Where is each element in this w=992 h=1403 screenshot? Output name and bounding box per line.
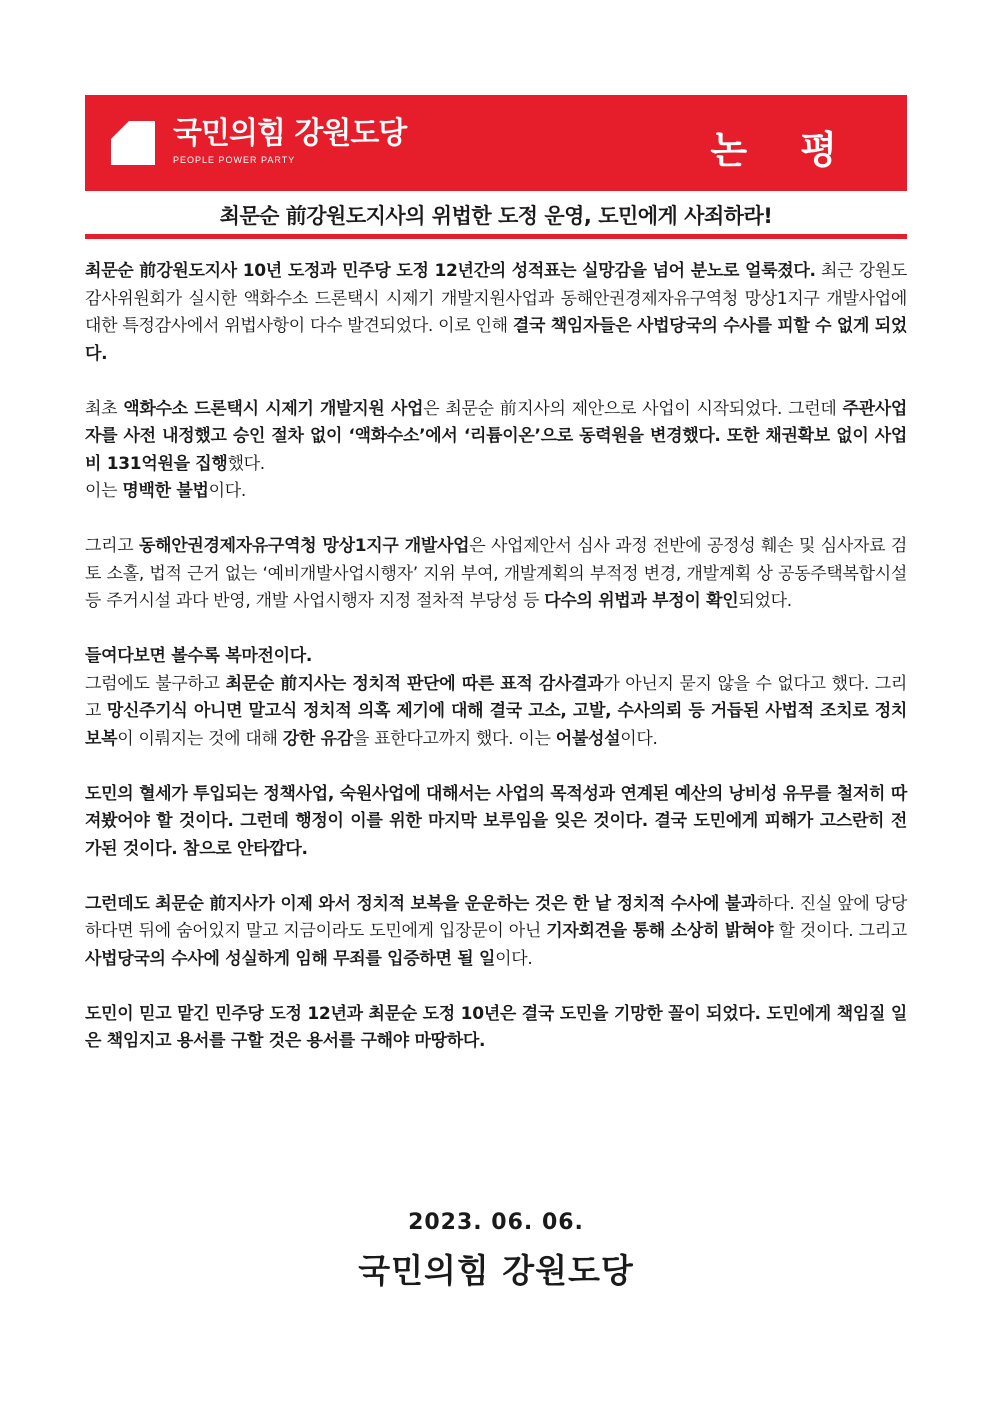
body-text: 이다. [620, 728, 658, 749]
paragraph [85, 781, 907, 864]
emphasized-text: 망신주기식 아니면 말고식 정치적 의혹 제기에 대해 결국 고소, 고발, 수사의뢰 등 거듭된 사법적 조치로 정치보복 [85, 701, 907, 749]
title-divider [85, 234, 907, 239]
release-date: 2023. 06. 06. [408, 1210, 584, 1235]
emphasized-text: 최문순 前강원도지사 10년 도정과 민주당 도정 12년간의 성적표는 실망감을 넘어 분노로 얼룩졌다. [85, 261, 816, 281]
emphasized-text: 액화수소 드론택시 시제기 개발지원 사업 [123, 398, 424, 419]
body-text: 하다. 진실 앞에 당당하다면 뒤에 숨어있지 말고 지금이라도 도민에게 입장문이 아닌 [85, 893, 907, 941]
emphasized-text: 동해안권경제자유구역청 망상1지구 개발사업 [139, 536, 470, 556]
body-text: 이는 [85, 481, 123, 501]
paragraph [85, 1001, 907, 1056]
emphasized-text: 어불성설 [555, 728, 621, 749]
emphasized-text: 사법당국의 수사에 성실하게 임해 무죄를 입증하면 될 일 [85, 948, 496, 969]
page-title: 최문순 前강원도지사의 위법한 도정 운영, 도민에게 사죄하라! [219, 204, 773, 228]
paragraph [85, 891, 907, 974]
body-text: 이다. [495, 948, 533, 969]
body-text: 은 사업제안서 심사 과정 전반에 공정성 훼손 및 심사자료 검토 소홀, 법적 근거 없는 ‘예비개발사업시행자’ 지위 부여, 개발계획의 부적정 변경, 개발계획 상 공동주택복합시설등 주거시설 과다 반영, 개발 사업시행자 지정 절차적 부당성 등 [85, 536, 907, 611]
emphasized-text: 강한 유감 [282, 728, 353, 749]
emphasized-text: 도민의 혈세가 투입되는 정책사업, 숙원사업에 대해서는 사업의 목적성과 연계된 예산의 낭비성 유무를 철저히 따져봤어야 할 것이다. 그런데 행정이 이를 위한 마지막 보루임을 잊은 것이다. 결국 도민에게 피해가 고스란히 전가된 것이다. 참으로 안타깝다. [85, 783, 907, 859]
body-text: 은 최문순 前지사의 제안으로 사업이 시작되었다. 그런데 [423, 398, 843, 419]
body-text: 최초 [85, 398, 124, 419]
emphasized-text: 그런데도 최문순 前지사가 이제 와서 정치적 보복을 운운하는 것은 한 낱 정치적 수사에 불과 [85, 893, 758, 914]
body-text: 을 표한다고까지 했다. 이는 [352, 728, 556, 749]
paragraph [85, 643, 907, 753]
document-body [85, 258, 907, 1083]
emphasized-text: 도민이 믿고 맡긴 민주당 도정 12년과 최문순 도정 10년은 결국 도민을 기망한 꼴이 되었다. 도민에게 책임질 일은 책임지고 용서를 구할 것은 용서를 구해야 마땅하다. [85, 1003, 907, 1051]
body-text: 이 이뤄지는 것에 대해 [117, 728, 283, 749]
paragraph [85, 533, 907, 616]
header-banner [85, 95, 907, 191]
body-text: 할 것이다. 그리고 [773, 921, 907, 941]
body-text: 이다. [208, 481, 246, 501]
emphasized-text: 명백한 불법 [122, 481, 209, 501]
paragraph [85, 396, 907, 506]
issuer-name: 국민의힘 강원도당 [358, 1251, 634, 1290]
body-text: 그럼에도 불구하고 [85, 673, 226, 694]
emphasized-text: 최문순 前지사는 정치적 판단에 따른 표적 감사결과 [225, 673, 604, 694]
document-type-label: 논 평 [710, 128, 857, 172]
emphasized-text: 기자회견을 통해 소상히 밝혀야 [546, 921, 774, 941]
emphasized-text: 결국 책임자들은 사법당국의 수사를 피할 수 없게 되었다. [85, 316, 907, 364]
emphasized-text: 들여다보면 볼수록 복마전이다. [85, 646, 312, 666]
emphasized-text: 다수의 위법과 부정이 확인 [544, 591, 739, 611]
emphasized-text: 주관사업자를 사전 내정했고 승인 절차 없이 ‘액화수소’에서 ‘리튬이온’으로 동력원을 변경했다. 또한 채권확보 없이 사업비 131억원을 집행 [85, 398, 907, 474]
party-logo-icon [107, 117, 159, 169]
body-text: 가 아닌지 묻지 않을 수 없다고 했다. 그리고 [85, 673, 907, 721]
org-english-name: PEOPLE POWER PARTY [173, 155, 296, 165]
body-text: 그리고 [85, 536, 140, 556]
org-name-logo: 국민의힘 강원도당 [173, 116, 407, 151]
body-text: 했다. [227, 453, 265, 474]
body-text: 되었다. [738, 591, 792, 611]
paragraph [85, 258, 907, 368]
body-text: 최근 강원도감사위원회가 실시한 액화수소 드론택시 시제기 개발지원사업과 동해안권경제자유구역청 망상1지구 개발사업에 대한 특정감사에서 위법사항이 다수 발견되었다. 이로 인해 [85, 261, 907, 336]
